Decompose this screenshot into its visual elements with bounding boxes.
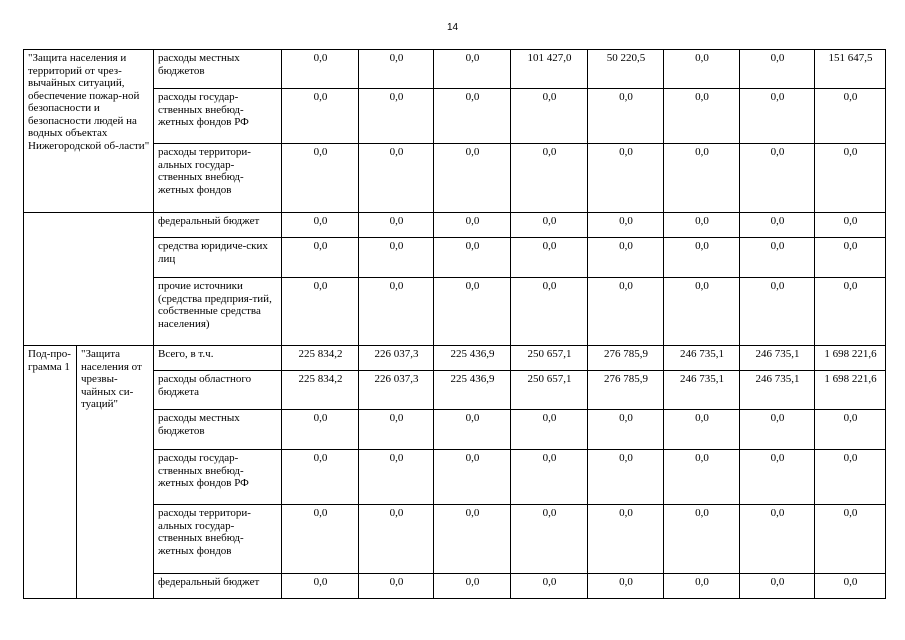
value-cell: 0,0	[664, 574, 740, 599]
value-cell: 0,0	[282, 238, 359, 278]
value-cell: 0,0	[740, 410, 815, 450]
source-cell: прочие источники (средства предприя-тий, собственные средства населения)	[154, 278, 282, 346]
value-cell: 0,0	[664, 213, 740, 238]
value-cell: 0,0	[740, 505, 815, 574]
source-cell: расходы территори-альных государ-ственных внебюд-жетных фондов	[154, 505, 282, 574]
value-cell: 0,0	[815, 144, 886, 213]
value-cell: 1 698 221,6	[815, 346, 886, 371]
value-cell: 0,0	[511, 505, 588, 574]
table-row	[24, 89, 886, 144]
value-cell: 0,0	[359, 213, 434, 238]
value-cell: 246 735,1	[740, 371, 815, 410]
source-cell: расходы государ-ственных внебюд-жетных фондов РФ	[154, 89, 282, 144]
value-cell: 0,0	[511, 410, 588, 450]
table-row	[24, 371, 886, 410]
source-cell: Всего, в т.ч.	[154, 346, 282, 371]
value-cell: 0,0	[664, 450, 740, 505]
value-cell: 0,0	[588, 213, 664, 238]
value-cell: 0,0	[359, 450, 434, 505]
value-cell: 0,0	[511, 450, 588, 505]
value-cell: 0,0	[511, 213, 588, 238]
value-cell: 226 037,3	[359, 371, 434, 410]
value-cell: 0,0	[359, 278, 434, 346]
source-cell: расходы государ-ственных внебюд-жетных фондов РФ	[154, 450, 282, 505]
table-row	[24, 574, 886, 599]
value-cell: 0,0	[359, 238, 434, 278]
program-name-cell: "Защита населения и территорий от чрез-вычайных ситуаций, обеспечение пожар-ной безопасности и безопасности людей на водных объектах Нижегородской об-ласти"	[24, 50, 154, 213]
value-cell: 276 785,9	[588, 371, 664, 410]
table-row	[24, 505, 886, 574]
value-cell: 0,0	[740, 238, 815, 278]
value-cell: 0,0	[359, 144, 434, 213]
value-cell: 0,0	[588, 278, 664, 346]
source-cell: расходы территори-альных государ-ственных внебюд-жетных фондов	[154, 144, 282, 213]
value-cell: 0,0	[664, 278, 740, 346]
value-cell: 0,0	[664, 410, 740, 450]
value-cell: 50 220,5	[588, 50, 664, 89]
value-cell: 226 037,3	[359, 346, 434, 371]
value-cell: 151 647,5	[815, 50, 886, 89]
value-cell: 0,0	[434, 278, 511, 346]
value-cell: 0,0	[815, 450, 886, 505]
value-cell: 0,0	[282, 505, 359, 574]
value-cell: 0,0	[434, 238, 511, 278]
source-cell: средства юридиче-ских лиц	[154, 238, 282, 278]
value-cell: 225 436,9	[434, 346, 511, 371]
value-cell: 0,0	[434, 450, 511, 505]
value-cell: 0,0	[664, 50, 740, 89]
table-row	[24, 50, 886, 89]
value-cell: 0,0	[740, 574, 815, 599]
value-cell: 0,0	[588, 238, 664, 278]
source-cell: федеральный бюджет	[154, 574, 282, 599]
value-cell: 0,0	[740, 144, 815, 213]
value-cell: 0,0	[282, 89, 359, 144]
value-cell: 0,0	[359, 50, 434, 89]
value-cell: 0,0	[282, 574, 359, 599]
value-cell: 0,0	[740, 278, 815, 346]
value-cell: 0,0	[434, 213, 511, 238]
value-cell: 250 657,1	[511, 346, 588, 371]
value-cell: 101 427,0	[511, 50, 588, 89]
value-cell: 250 657,1	[511, 371, 588, 410]
value-cell: 0,0	[815, 213, 886, 238]
value-cell: 0,0	[511, 144, 588, 213]
value-cell: 0,0	[588, 89, 664, 144]
value-cell: 0,0	[282, 144, 359, 213]
value-cell: 225 436,9	[434, 371, 511, 410]
value-cell: 0,0	[282, 213, 359, 238]
value-cell: 0,0	[359, 410, 434, 450]
source-cell: федеральный бюджет	[154, 213, 282, 238]
value-cell: 0,0	[282, 450, 359, 505]
empty-cell	[24, 213, 154, 346]
source-cell: расходы местных бюджетов	[154, 50, 282, 89]
source-cell: расходы местных бюджетов	[154, 410, 282, 450]
source-cell: расходы областного бюджета	[154, 371, 282, 410]
value-cell: 0,0	[588, 410, 664, 450]
value-cell: 0,0	[434, 89, 511, 144]
value-cell: 246 735,1	[740, 346, 815, 371]
value-cell: 0,0	[359, 505, 434, 574]
value-cell: 0,0	[740, 89, 815, 144]
value-cell: 0,0	[511, 278, 588, 346]
value-cell: 0,0	[282, 278, 359, 346]
value-cell: 0,0	[588, 144, 664, 213]
value-cell: 225 834,2	[282, 346, 359, 371]
value-cell: 246 735,1	[664, 371, 740, 410]
value-cell: 0,0	[815, 278, 886, 346]
subprogram-label-cell: Под-про-грамма 1	[24, 346, 77, 599]
value-cell: 0,0	[434, 410, 511, 450]
value-cell: 0,0	[664, 238, 740, 278]
value-cell: 1 698 221,6	[815, 371, 886, 410]
value-cell: 0,0	[511, 238, 588, 278]
table-row	[24, 346, 886, 371]
value-cell: 0,0	[815, 238, 886, 278]
value-cell: 276 785,9	[588, 346, 664, 371]
value-cell: 0,0	[815, 574, 886, 599]
value-cell: 0,0	[434, 50, 511, 89]
value-cell: 0,0	[434, 574, 511, 599]
table-row	[24, 410, 886, 450]
value-cell: 0,0	[740, 213, 815, 238]
table-row	[24, 278, 886, 346]
value-cell: 0,0	[588, 450, 664, 505]
table-row	[24, 144, 886, 213]
value-cell: 0,0	[815, 89, 886, 144]
value-cell: 0,0	[664, 505, 740, 574]
value-cell: 0,0	[740, 50, 815, 89]
budget-table	[23, 49, 886, 599]
value-cell: 0,0	[359, 574, 434, 599]
value-cell: 0,0	[434, 505, 511, 574]
value-cell: 0,0	[664, 144, 740, 213]
value-cell: 0,0	[511, 574, 588, 599]
value-cell: 246 735,1	[664, 346, 740, 371]
table-row	[24, 213, 886, 238]
value-cell: 0,0	[740, 450, 815, 505]
value-cell: 0,0	[664, 89, 740, 144]
subprogram-name-cell: "Защита населения от чрезвы-чайных си-туаций"	[77, 346, 154, 599]
value-cell: 0,0	[511, 89, 588, 144]
value-cell: 0,0	[359, 89, 434, 144]
table-row	[24, 450, 886, 505]
value-cell: 0,0	[588, 505, 664, 574]
page-number: 14	[446, 22, 459, 33]
value-cell: 0,0	[588, 574, 664, 599]
value-cell: 225 834,2	[282, 371, 359, 410]
value-cell: 0,0	[815, 505, 886, 574]
table-row	[24, 238, 886, 278]
value-cell: 0,0	[282, 50, 359, 89]
value-cell: 0,0	[282, 410, 359, 450]
value-cell: 0,0	[815, 410, 886, 450]
value-cell: 0,0	[434, 144, 511, 213]
